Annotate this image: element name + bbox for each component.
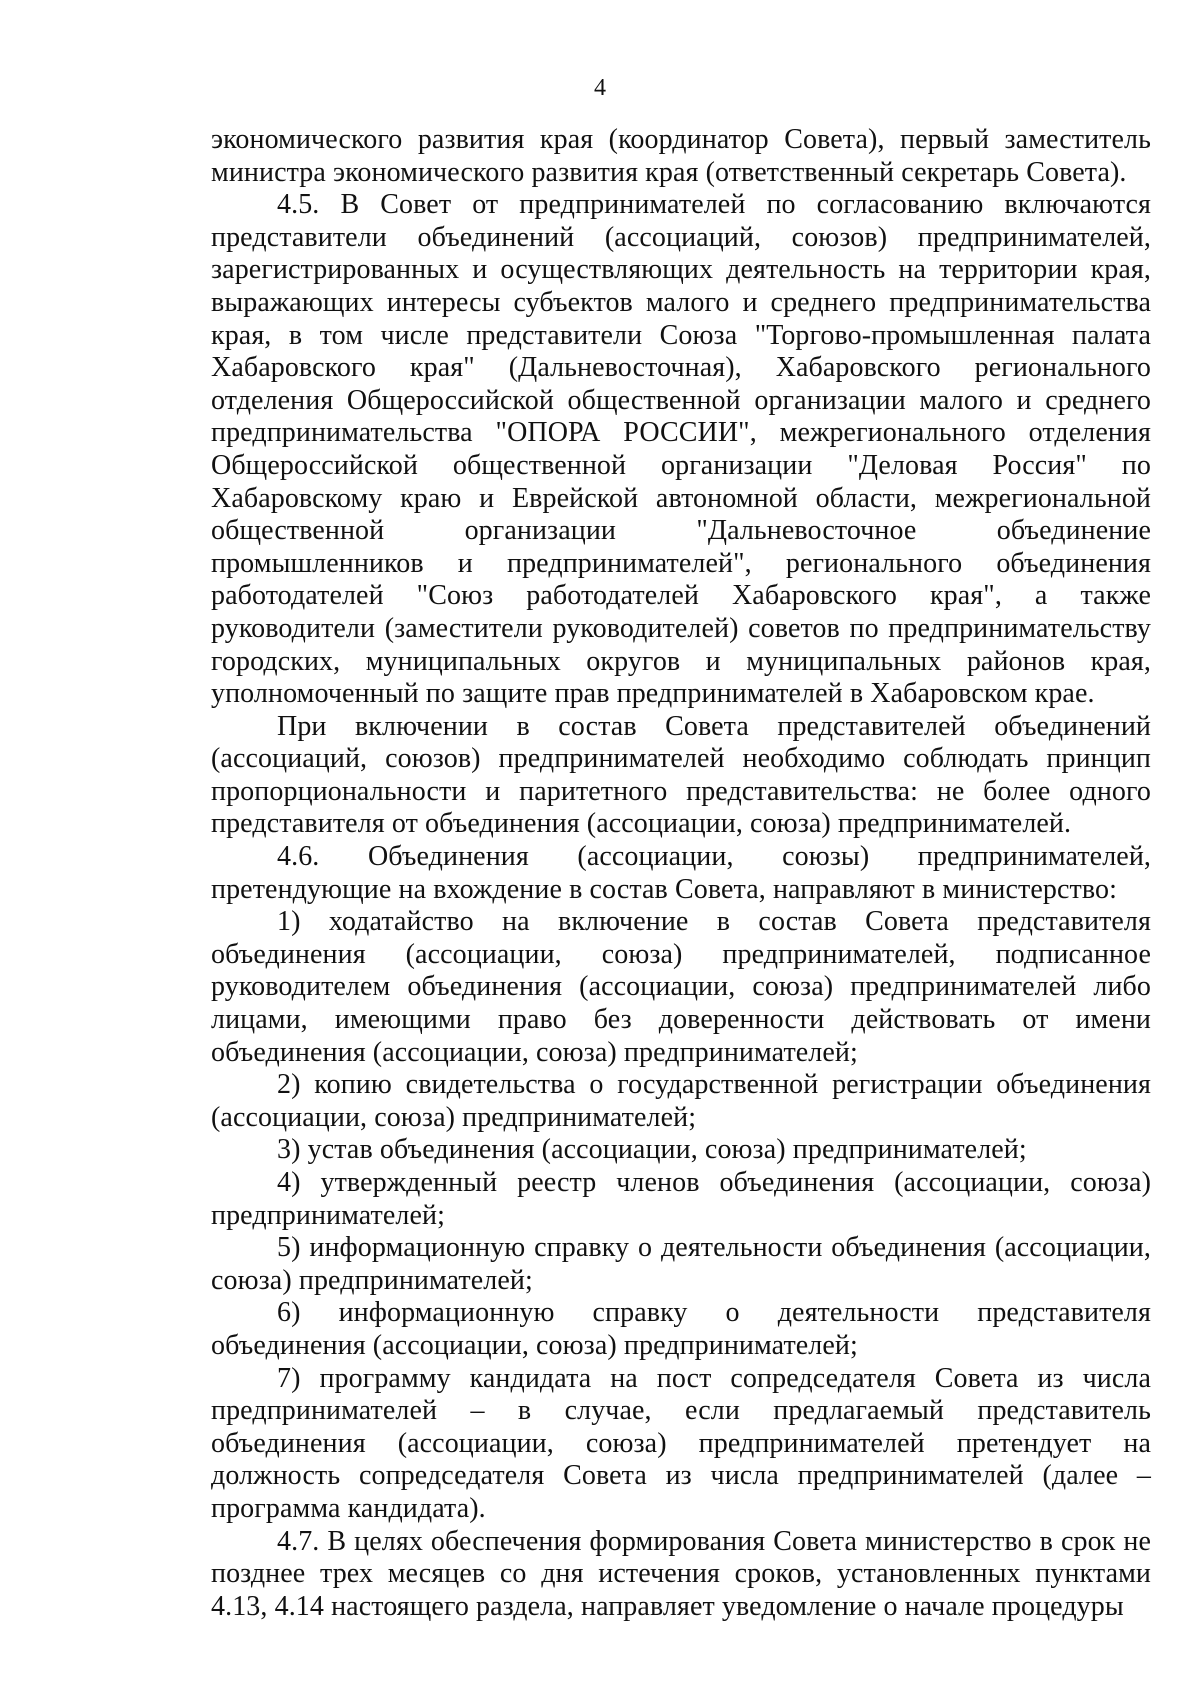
- list-item-6: 6) информационную справку о деятельности представителя объединения (ассоциации, союза) предпринимателей;: [211, 1297, 1151, 1361]
- list-item-7: 7) программу кандидата на пост сопредседателя Совета из числа предпринимателей – в случае, если предлагаемый представитель объединения (ассоциации, союза) предпринимателей претендует на должность сопредседателя Совета из числа предпринимателей (далее – программа кандидата).: [211, 1362, 1151, 1524]
- list-item-4: 4) утвержденный реестр членов объединения (ассоциации, союза) предпринимателей;: [211, 1167, 1151, 1231]
- page-number: 4: [594, 75, 606, 101]
- paragraph-4-6: 4.6. Объединения (ассоциации, союзы) предпринимателей, претендующие на вхождение в состав Совета, направляют в министерство:: [211, 841, 1151, 905]
- list-item-1: 1) ходатайство на включение в состав Совета представителя объединения (ассоциации, союза) предпринимателей, подписанное руководителем объединения (ассоциации, союза) предпринимателей либо лицами, имеющими право без доверенности действовать от имени объединения (ассоциации, союза) предпринимателей;: [211, 906, 1151, 1068]
- list-item-5: 5) информационную справку о деятельности объединения (ассоциации, союза) предпринимателей;: [211, 1232, 1151, 1296]
- paragraph-continuation: экономического развития края (координатор Совета), первый заместитель министра экономического развития края (ответственный секретарь Совета).: [211, 124, 1151, 188]
- list-item-2: 2) копию свидетельства о государственной регистрации объединения (ассоциации, союза) предпринимателей;: [211, 1069, 1151, 1133]
- paragraph-4-7: 4.7. В целях обеспечения формирования Совета министерство в срок не позднее трех месяцев со дня истечения сроков, установленных пунктами 4.13, 4.14 настоящего раздела, направляет уведомление о начале процедуры: [211, 1525, 1151, 1622]
- paragraph-4-5: 4.5. В Совет от предпринимателей по согласованию включаются представители объединений (ассоциаций, союзов) предпринимателей, зарегистрированных и осуществляющих деятельность на территории края, выражающих интересы субъектов малого и среднего предпринимательства края, в том числе представители Союза "Торгово-промышленная палата Хабаровского края" (Дальневосточная), Хабаровского регионального отделения Общероссийской общественной организации малого и среднего предпринимательства "ОПОРА РОССИИ", межрегионального отделения Общероссийской общественной организации "Деловая Россия" по Хабаровскому краю и Еврейской автономной области, межрегиональной общественной организации "Дальневосточное объединение промышленников и предпринимателей", регионального объединения работодателей "Союз работодателей Хабаровского края", а также руководители (заместители руководителей) советов по предпринимательству городских, муниципальных округов и муниципальных районов края, уполномоченный по защите прав предпринимателей в Хабаровском крае.: [211, 189, 1151, 710]
- paragraph-inclusion-principle: При включении в состав Совета представителей объединений (ассоциаций, союзов) предпринимателей необходимо соблюдать принцип пропорциональности и паритетного представительства: не более одного представителя от объединения (ассоциации, союза) предпринимателей.: [211, 710, 1151, 840]
- list-item-3: 3) устав объединения (ассоциации, союза) предпринимателей;: [277, 1134, 1027, 1166]
- document-body: [211, 124, 1151, 1623]
